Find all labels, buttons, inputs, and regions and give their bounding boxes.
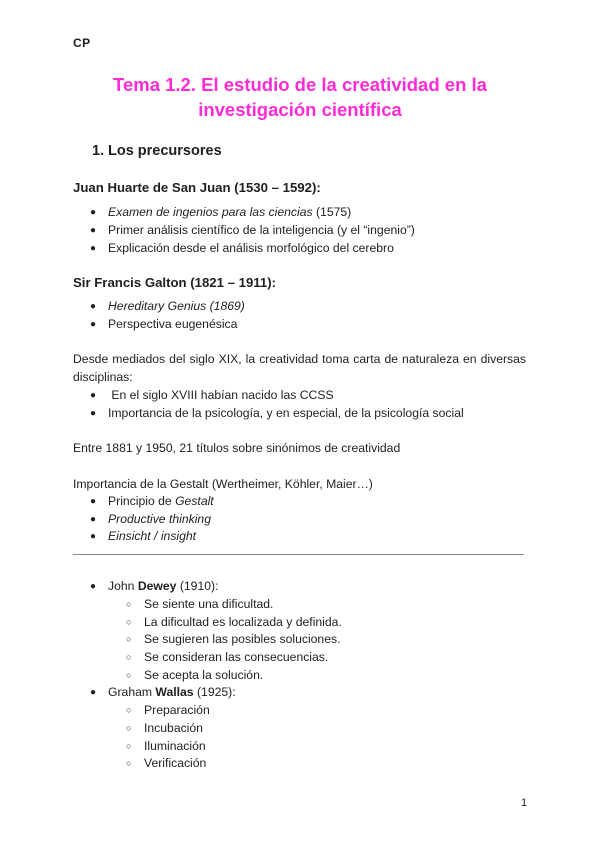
- bullet-icon: ●: [90, 207, 97, 218]
- bullet-icon: ●: [90, 390, 97, 401]
- list-item: ● Graham Wallas (1925):: [90, 684, 236, 702]
- list-item: ● Importancia de la psicología, y en especial, de la psicología social: [90, 405, 464, 423]
- sub-list-item: ○ Se consideran las consecuencias.: [126, 649, 328, 667]
- section-number: 1.: [92, 143, 105, 159]
- title-line-2: investigación científica: [198, 99, 402, 120]
- divider: [73, 554, 524, 555]
- huarte-heading: Juan Huarte de San Juan (1530 – 1592):: [73, 180, 321, 195]
- bullet-icon: ●: [90, 225, 97, 236]
- circle-bullet-icon: ○: [126, 670, 132, 680]
- section-label: Los precursores: [108, 143, 222, 159]
- sub-list-item: ○ La dificultad es localizada y definida.: [126, 614, 342, 632]
- sub-list-item: ○ Se sugieren las posibles soluciones.: [126, 631, 340, 649]
- paragraph: Importancia de la Gestalt (Wertheimer, Köhler, Maier…): [73, 477, 373, 491]
- list-item: ● Examen de ingenios para las ciencias (1575): [90, 204, 351, 222]
- list-item: ● Einsicht / insight: [90, 528, 196, 546]
- list-item: ● John Dewey (1910):: [90, 578, 218, 596]
- list-item: ● En el siglo XVIII habían nacido las CCSS: [90, 387, 334, 405]
- bullet-icon: ●: [90, 581, 97, 592]
- bullet-icon: ●: [90, 301, 97, 312]
- sub-list-item: ○ Verificación: [126, 755, 206, 773]
- list-item: ● Explicación desde el análisis morfológico del cerebro: [90, 240, 394, 258]
- bullet-icon: ●: [90, 514, 97, 525]
- bullet-icon: ●: [90, 243, 97, 254]
- bullet-icon: ●: [90, 531, 97, 542]
- header-mark: CP: [73, 36, 91, 50]
- sub-list-item: ○ Se acepta la solución.: [126, 667, 263, 685]
- list-item: ● Primer análisis científico de la inteligencia (y el “ingenio”): [90, 222, 415, 240]
- circle-bullet-icon: ○: [126, 741, 132, 751]
- page-title: [60, 72, 540, 122]
- list-item: ● Principio de Gestalt: [90, 493, 214, 511]
- page-number: 1: [521, 797, 528, 809]
- list-item: ● Hereditary Genius (1869): [90, 298, 245, 316]
- paragraph: Desde mediados del siglo XIX, la creatividad toma carta de naturaleza en diversas disciplinas:: [73, 352, 526, 384]
- bullet-icon: ●: [90, 408, 97, 419]
- section-heading: [92, 143, 222, 159]
- title-line-1: Tema 1.2. El estudio de la creatividad en la: [113, 74, 487, 95]
- circle-bullet-icon: ○: [126, 652, 132, 662]
- circle-bullet-icon: ○: [126, 758, 132, 768]
- bullet-icon: ●: [90, 496, 97, 507]
- bullet-icon: ●: [90, 319, 97, 330]
- sub-list-item: ○ Incubación: [126, 720, 203, 738]
- circle-bullet-icon: ○: [126, 723, 132, 733]
- sub-list-item: ○ Se siente una dificultad.: [126, 596, 273, 614]
- circle-bullet-icon: ○: [126, 705, 132, 715]
- list-item: ● Productive thinking: [90, 511, 211, 529]
- sub-list-item: ○ Preparación: [126, 702, 210, 720]
- list-item: ● Perspectiva eugenésica: [90, 316, 237, 334]
- circle-bullet-icon: ○: [126, 617, 132, 627]
- circle-bullet-icon: ○: [126, 599, 132, 609]
- circle-bullet-icon: ○: [126, 634, 132, 644]
- sub-list-item: ○ Iluminación: [126, 738, 206, 756]
- bullet-icon: ●: [90, 687, 97, 698]
- galton-heading: Sir Francis Galton (1821 – 1911):: [73, 275, 277, 290]
- paragraph: Entre 1881 y 1950, 21 títulos sobre sinónimos de creatividad: [73, 441, 401, 455]
